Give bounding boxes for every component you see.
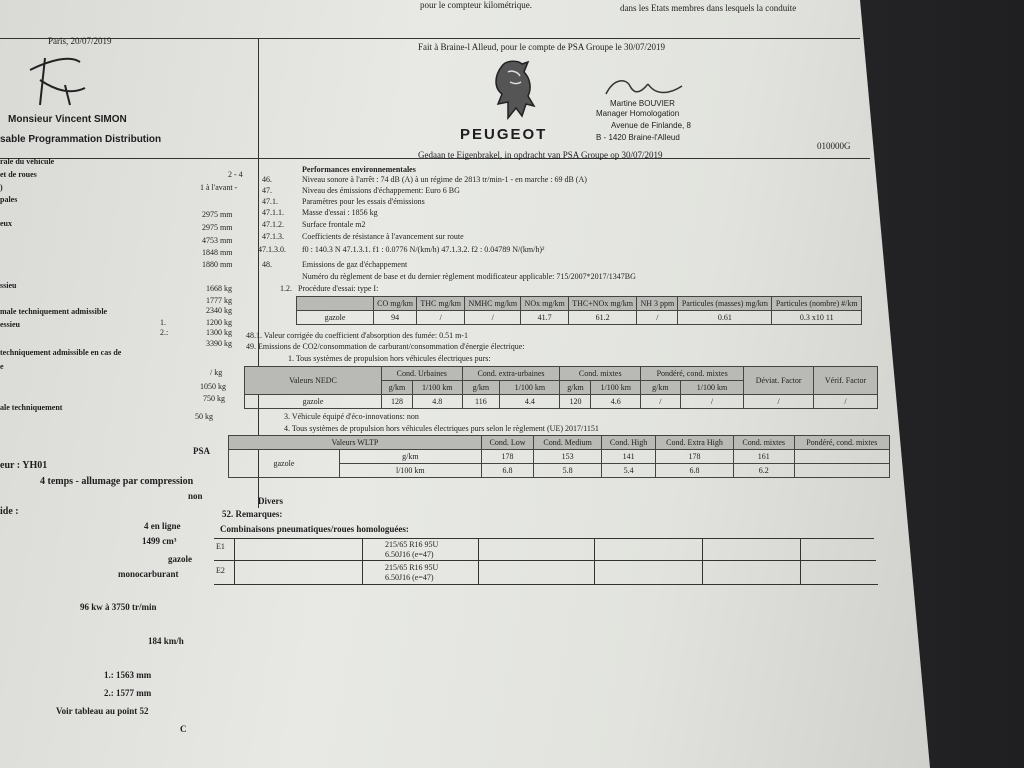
nedc-cell: 116: [462, 395, 500, 409]
emissions-cell: /: [637, 311, 678, 325]
item-48-1: 48.1. Valeur corrigée du coefficient d'absorption des fumée: 0.51 m-1: [246, 331, 468, 340]
emissions-cell: /: [465, 311, 521, 325]
wltp-cell: 141: [602, 450, 656, 464]
item-num: 47.1.: [262, 197, 278, 206]
tyre-code: E2: [216, 566, 225, 575]
top-fragment-right: dans les Etats membres dans lesquels la conduite: [620, 3, 797, 13]
nedc-unit: g/km: [641, 381, 681, 395]
wltp-header: Cond. High: [602, 436, 656, 450]
wheel-size: 6.50J16 (e=47): [385, 573, 434, 582]
nedc-group: Pondéré, cond. mixtes: [641, 367, 744, 381]
nedc-unit: 1/100 km: [591, 381, 641, 395]
divers-heading: Divers: [258, 496, 283, 506]
nedc-unit: 1/100 km: [500, 381, 560, 395]
left-value: 4753 mm: [202, 236, 233, 245]
manager-line: B - 1420 Braine-l'Alleud: [596, 133, 680, 142]
item-text: Surface frontale m2: [302, 220, 366, 229]
wltp-header: Cond. mixtes: [733, 436, 794, 450]
left-value: 1050 kg: [200, 382, 226, 391]
emissions-header: NOx mg/km: [521, 297, 569, 311]
tyre-size: 215/65 R16 95U: [385, 563, 439, 572]
left-value: 2 - 4: [228, 170, 243, 179]
emissions-cell: 0.3 x10 11: [772, 311, 862, 325]
signature-bouvier: [600, 74, 690, 102]
item-text: Niveau des émissions d'échappement: Euro 6 BG: [302, 186, 460, 195]
nedc-group: Cond. Urbaines: [382, 367, 463, 381]
wltp-header: Pondéré, cond. mixtes: [794, 436, 889, 450]
left-value: Voir tableau au point 52: [56, 706, 149, 716]
tyre-size: 215/65 R16 95U: [385, 540, 439, 549]
tyre-code: E1: [216, 542, 225, 551]
eco-innovations: 3. Véhicule équipé d'éco-innovations: non: [284, 412, 419, 421]
nedc-intro: 1. Tous systèmes de propulsion hors véhicules électriques purs:: [288, 354, 491, 363]
item-text: Niveau sonore à l'arrêt : 74 dB (A) à un régime de 2813 tr/min-1 - en marche : 69 dB (A): [302, 175, 587, 184]
manager-line: Avenue de Finlande, 8: [611, 121, 691, 130]
nedc-cell: /: [641, 395, 681, 409]
emissions-table: [296, 296, 862, 325]
left-value: monocarburant: [118, 569, 179, 579]
left-value: 1.: 1563 mm: [104, 670, 152, 680]
wltp-unit: g/km: [339, 450, 481, 464]
tyre-grid-divider: [362, 538, 363, 584]
left-value: 1668 kg: [206, 284, 232, 293]
wltp-row-label: gazole: [229, 450, 340, 478]
tyre-grid-rule: [214, 560, 876, 561]
left-value: C: [180, 724, 187, 734]
item-num: 46.: [262, 175, 272, 184]
left-label: eux: [0, 219, 12, 228]
nedc-unit: 1/100 km: [413, 381, 463, 395]
nedc-cell: /: [680, 395, 744, 409]
nedc-cell: 4.6: [591, 395, 641, 409]
nedc-group: Cond. extra-urbaines: [462, 367, 560, 381]
wltp-cell: 6.2: [733, 464, 794, 478]
wltp-cell: 6.8: [481, 464, 534, 478]
left-label: et de roues: [0, 170, 37, 179]
signature-simon: [10, 50, 100, 110]
signer-role: sable Programmation Distribution: [0, 134, 162, 145]
left-value: 1499 cm³: [142, 536, 177, 546]
nedc-cell: /: [814, 395, 878, 409]
wltp-title: Valeurs WLTP: [229, 436, 482, 450]
header-top-rule: [0, 38, 860, 39]
left-label: ale techniquement: [0, 403, 63, 412]
nedc-unit: g/km: [382, 381, 413, 395]
tyre-grid-divider: [478, 538, 479, 584]
wltp-cell: 153: [534, 450, 602, 464]
left-value: 96 kw à 3750 tr/min: [80, 602, 157, 612]
nedc-title: Valeurs NEDC: [245, 367, 382, 395]
item-num: 47.1.3.0.: [258, 245, 286, 254]
wltp-cell: 178: [481, 450, 534, 464]
left-label: male techniquement admissible: [0, 307, 108, 316]
wheel-size: 6.50J16 (e=47): [385, 550, 434, 559]
wltp-cell: 5.8: [534, 464, 602, 478]
wltp-cell: 178: [656, 450, 734, 464]
wltp-intro: 4. Tous systèmes de propulsion hors véhicules électriques purs selon le règlement (UE) 2017/1151: [284, 424, 599, 433]
left-value: 4 en ligne: [144, 521, 181, 531]
item-num: 47.1.1.: [262, 208, 284, 217]
signer-name: Monsieur Vincent SIMON: [8, 114, 127, 125]
emissions-header: Particules (masses) mg/km: [678, 297, 772, 311]
top-fragment-left: pour le compteur kilométrique.: [420, 0, 532, 10]
wltp-cell: 6.8: [656, 464, 734, 478]
left-value: 1300 kg: [206, 328, 232, 337]
wltp-header: Cond. Extra High: [656, 436, 734, 450]
emissions-cell: /: [417, 311, 465, 325]
nedc-group: Cond. mixtes: [560, 367, 641, 381]
nedc-unit: g/km: [560, 381, 591, 395]
emissions-header: THC mg/km: [417, 297, 465, 311]
left-label: ssieu: [0, 281, 17, 290]
emissions-cell: 41.7: [521, 311, 569, 325]
nedc-cell: /: [744, 395, 814, 409]
emissions-header: Particules (nombre) #/km: [772, 297, 862, 311]
dutch-line: Gedaan te Eigenbrakel, in opdracht van PSA Groupe op 30/07/2019: [418, 150, 663, 160]
left-label: ): [0, 183, 3, 192]
left-value: 1200 kg: [206, 318, 232, 327]
item-text: Procédure d'essai: type I:: [298, 284, 379, 293]
emissions-cell: 61.2: [568, 311, 636, 325]
left-value: gazole: [168, 554, 192, 564]
wltp-table: [228, 435, 890, 478]
tyre-grid-divider: [234, 538, 235, 584]
item-text: Emissions de gaz d'échappement: [302, 260, 408, 269]
left-label: eur : YH01: [0, 460, 48, 471]
nedc-group: Vérif. Factor: [814, 367, 878, 395]
emissions-header: NH 3 ppm: [637, 297, 678, 311]
document-reference: 010000G: [817, 141, 851, 151]
wltp-cell: 5.4: [602, 464, 656, 478]
left-value: 2340 kg: [206, 306, 232, 315]
left-label: rale du véhicule: [0, 157, 55, 166]
left-label: ide :: [0, 506, 19, 517]
left-value: 2975 mm: [202, 223, 233, 232]
wltp-header: Cond. Low: [481, 436, 534, 450]
wltp-cell: 161: [733, 450, 794, 464]
combinaisons-heading: Combinaisons pneumatiques/roues homologuées:: [220, 524, 409, 534]
left-value: 2.: 1577 mm: [104, 688, 152, 698]
item-text: Masse d'essai : 1856 kg: [302, 208, 378, 217]
left-value: 1777 kg: [206, 296, 232, 305]
nedc-table: [244, 366, 878, 409]
item-text: Coefficients de résistance à l'avancement sur route: [302, 232, 464, 241]
nedc-unit: g/km: [462, 381, 500, 395]
tyre-grid-divider: [800, 538, 801, 584]
brand-wordmark: PEUGEOT: [460, 126, 548, 143]
left-value: 50 kg: [195, 412, 213, 421]
tyre-grid-rule: [214, 538, 874, 539]
item-text: f0 : 140.3 N 47.1.3.1. f1 : 0.0776 N/(km/h) 47.1.3.2. f2 : 0.04789 N/(km/h)²: [302, 245, 545, 254]
nedc-cell: 4.8: [413, 395, 463, 409]
item-num: 1.2.: [280, 284, 292, 293]
left-value: non: [188, 491, 203, 501]
left-value: 3390 kg: [206, 339, 232, 348]
left-value: / kg: [210, 368, 223, 377]
left-value: 1880 mm: [202, 260, 233, 269]
tyre-grid-divider: [594, 538, 595, 584]
item-text: Paramètres pour les essais d'émissions: [302, 197, 425, 206]
wltp-header: Cond. Medium: [534, 436, 602, 450]
emissions-row-label: gazole: [297, 311, 374, 325]
nedc-group: Déviat. Factor: [744, 367, 814, 395]
emissions-cell: 0.61: [678, 311, 772, 325]
emissions-header: THC+NOx mg/km: [568, 297, 636, 311]
manager-line: Martine BOUVIER: [610, 99, 675, 108]
emissions-corner: [297, 297, 374, 311]
item-text: Performances environnementales: [302, 165, 416, 174]
item-num: 47.: [262, 186, 272, 195]
wltp-cell: [794, 450, 889, 464]
left-label: techniquement admissible en cas de: [0, 348, 122, 357]
left-label: essieu: [0, 320, 20, 329]
left-value: 1 à l'avant -: [200, 183, 238, 192]
manager-line: Manager Homologation: [596, 109, 680, 118]
wltp-unit: l/100 km: [339, 464, 481, 478]
left-value: 184 km/h: [148, 636, 184, 646]
tyre-grid-divider: [702, 538, 703, 584]
left-label: pales: [0, 195, 18, 204]
left-value: PSA: [193, 446, 211, 456]
left-value: 2975 mm: [202, 210, 233, 219]
left-label: e: [0, 362, 4, 371]
item-text: Numéro du règlement de base et du dernier règlement modificateur applicable: 715/2007*2017/1347BG: [302, 272, 636, 281]
remarques-heading: 52. Remarques:: [222, 509, 283, 519]
tyre-grid-rule: [214, 584, 878, 585]
left-value: 1848 mm: [202, 248, 233, 257]
place-date: Paris, 20/07/2019: [48, 36, 112, 46]
left-value: 750 kg: [203, 394, 225, 403]
left-label: 2.:: [160, 328, 169, 337]
item-num: 47.1.2.: [262, 220, 284, 229]
emissions-header: NMHC mg/km: [465, 297, 521, 311]
nedc-cell: 4.4: [500, 395, 560, 409]
nedc-unit: 1/100 km: [680, 381, 744, 395]
item-49: 49. Emissions de CO2/consommation de carburant/consommation d'énergie électrique:: [246, 342, 525, 351]
nedc-cell: 128: [382, 395, 413, 409]
left-label: 4 temps - allumage par compression: [40, 476, 194, 487]
peugeot-lion-logo: [488, 58, 540, 124]
nedc-cell: 120: [560, 395, 591, 409]
emissions-cell: 94: [374, 311, 417, 325]
made-at-line: Fait à Braine-l Alleud, pour le compte de PSA Groupe le 30/07/2019: [418, 42, 665, 52]
emissions-header: CO mg/km: [374, 297, 417, 311]
wltp-cell: [794, 464, 889, 478]
item-num: 48.: [262, 260, 272, 269]
nedc-row-label: gazole: [245, 395, 382, 409]
item-num: 47.1.3.: [262, 232, 284, 241]
left-label: 1.: [160, 318, 166, 327]
